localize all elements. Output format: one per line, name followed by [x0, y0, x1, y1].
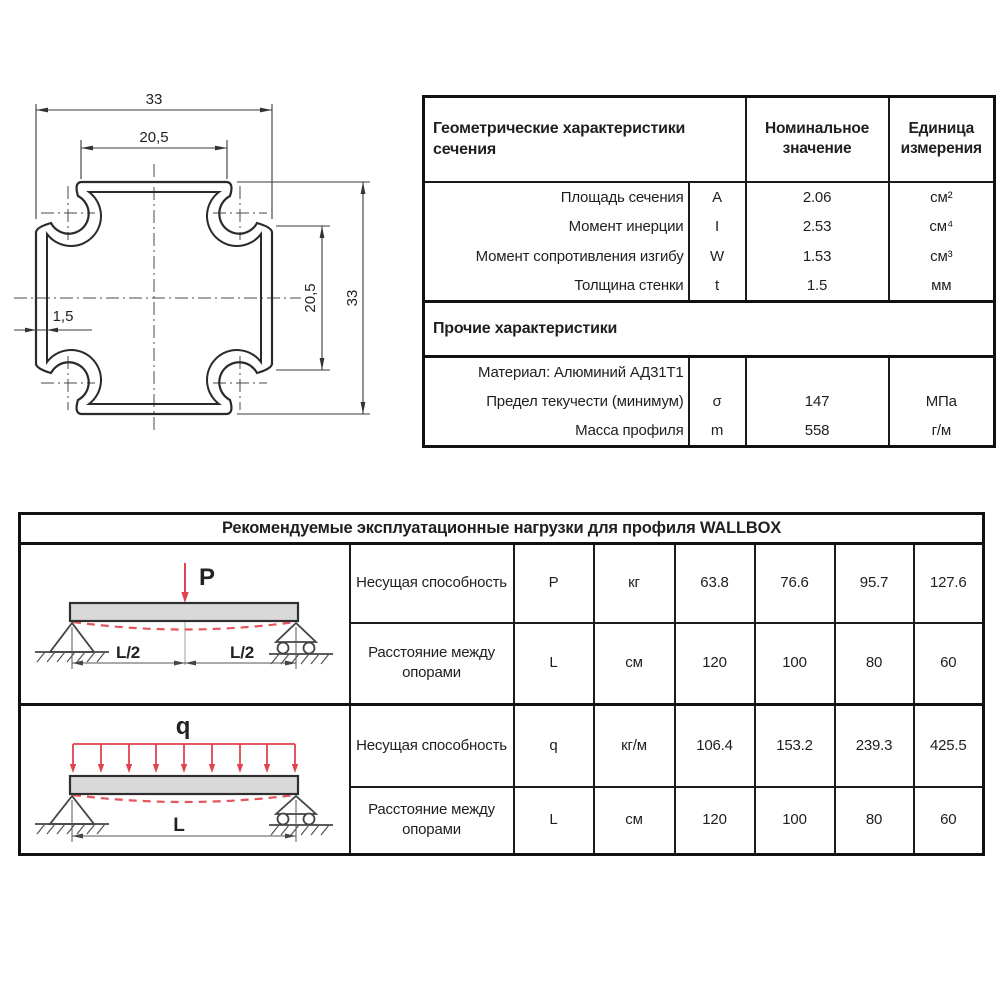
- ground-hatching: [271, 825, 329, 835]
- param-value: 60: [914, 787, 984, 854]
- param-symbol: I: [689, 212, 746, 242]
- param-value: 127.6: [914, 544, 984, 623]
- param-label: Материал: Алюминий АД31Т1: [424, 357, 689, 387]
- param-value: 60: [914, 623, 984, 705]
- param-unit: см²: [889, 182, 995, 212]
- param-value: 63.8: [675, 544, 755, 623]
- param-unit: см: [594, 623, 675, 705]
- half-span-label-left: L/2: [116, 643, 140, 662]
- param-value: 2.06: [746, 182, 889, 212]
- span-label-L: L: [173, 815, 185, 837]
- beam: [70, 603, 298, 621]
- param-value: 100: [755, 623, 835, 705]
- param-unit: см³: [889, 242, 995, 272]
- param-value: 76.6: [755, 544, 835, 623]
- table-row: [424, 272, 995, 302]
- point-load-beam-diagram: [21, 545, 349, 697]
- param-value: 2.53: [746, 212, 889, 242]
- recommended-loads-table: [18, 512, 985, 856]
- param-value: 153.2: [755, 705, 835, 787]
- table-header-row: [424, 97, 995, 182]
- param-unit: мм: [889, 272, 995, 302]
- deflection-curve: [73, 622, 295, 630]
- param-value: 95.7: [835, 544, 914, 623]
- param-label: Площадь сечения: [424, 182, 689, 212]
- span-dimension: [72, 627, 296, 669]
- param-label: Масса профиля: [424, 417, 689, 447]
- dimension-lines: [14, 104, 370, 414]
- ground-hatching: [37, 652, 105, 662]
- header-nominal: Номинальное значение: [746, 97, 889, 182]
- ground-hatching: [37, 824, 105, 834]
- distributed-load-diagram-cell: [20, 705, 350, 854]
- param-symbol: m: [689, 417, 746, 447]
- param-unit: [889, 357, 995, 387]
- dim-overall-height: 33: [344, 289, 361, 307]
- param-name: Несущая способность: [350, 544, 514, 623]
- param-symbol: σ: [689, 387, 746, 417]
- param-unit: г/м: [889, 417, 995, 447]
- dim-overall-width: 33: [145, 91, 163, 108]
- header-unit: Единица измерения: [889, 97, 995, 182]
- param-value: 80: [835, 787, 914, 854]
- param-value: 120: [675, 787, 755, 854]
- roller-support: [269, 796, 333, 825]
- param-value: 1.53: [746, 242, 889, 272]
- distributed-load-beam-diagram: [21, 706, 349, 846]
- param-symbol: [689, 357, 746, 387]
- param-label: Предел текучести (минимум): [424, 387, 689, 417]
- param-value: 106.4: [675, 705, 755, 787]
- deflection-curve: [73, 795, 295, 802]
- profile-cross-section-drawing: [5, 80, 405, 440]
- param-symbol: A: [689, 182, 746, 212]
- section-properties-table: [422, 95, 996, 448]
- dimension-labels: [53, 91, 361, 325]
- section-header-row: [424, 302, 995, 357]
- param-value: 558: [746, 417, 889, 447]
- param-symbol: t: [689, 272, 746, 302]
- table-row: [424, 357, 995, 387]
- table-row: [424, 212, 995, 242]
- param-value: 425.5: [914, 705, 984, 787]
- param-value: 147: [746, 387, 889, 417]
- table-row: [424, 387, 995, 417]
- param-unit: кг: [594, 544, 675, 623]
- loads-title-row: [20, 514, 984, 544]
- param-unit: см⁴: [889, 212, 995, 242]
- table-row: [20, 705, 984, 787]
- table-row: [424, 182, 995, 212]
- param-label: Момент инерции: [424, 212, 689, 242]
- param-name: Расстояние между опорами: [350, 787, 514, 854]
- param-symbol: q: [514, 705, 594, 787]
- param-name: Расстояние между опорами: [350, 623, 514, 705]
- load-label-P: P: [199, 564, 215, 591]
- dim-top-flat-width: 20,5: [139, 129, 169, 146]
- other-characteristics-title: Прочие характеристики: [424, 302, 995, 357]
- table-row: [424, 242, 995, 272]
- param-label: Толщина стенки: [424, 272, 689, 302]
- param-symbol: P: [514, 544, 594, 623]
- param-value: [746, 357, 889, 387]
- point-load-diagram-cell: [20, 544, 350, 705]
- loads-table-title: Рекомендуемые эксплуатационные нагрузки для профиля WALLBOX: [20, 514, 984, 544]
- dimension-arrowheads: [25, 108, 365, 414]
- param-unit: МПа: [889, 387, 995, 417]
- param-symbol: L: [514, 623, 594, 705]
- beam: [70, 776, 298, 794]
- distributed-load-arrowheads: [70, 764, 298, 773]
- param-value: 239.3: [835, 705, 914, 787]
- param-name: Несущая способность: [350, 705, 514, 787]
- param-label: Момент сопротивления изгибу: [424, 242, 689, 272]
- param-value: 100: [755, 787, 835, 854]
- distributed-load-arrows: [73, 744, 295, 766]
- dim-side-flat-height: 20,5: [302, 283, 319, 313]
- header-title: Геометрические характеристики сечения: [424, 97, 746, 182]
- center-lines: [14, 164, 301, 432]
- table-row: [424, 417, 995, 447]
- dim-wall-thickness: 1,5: [52, 308, 74, 325]
- param-value: 1.5: [746, 272, 889, 302]
- param-value: 120: [675, 623, 755, 705]
- load-label-q: q: [175, 713, 191, 741]
- param-symbol: L: [514, 787, 594, 854]
- param-value: 80: [835, 623, 914, 705]
- roller-support: [269, 623, 333, 654]
- half-span-label-right: L/2: [230, 643, 254, 662]
- point-load-arrow: [181, 563, 188, 603]
- param-unit: см: [594, 787, 675, 854]
- param-symbol: W: [689, 242, 746, 272]
- table-row: [20, 544, 984, 623]
- param-unit: кг/м: [594, 705, 675, 787]
